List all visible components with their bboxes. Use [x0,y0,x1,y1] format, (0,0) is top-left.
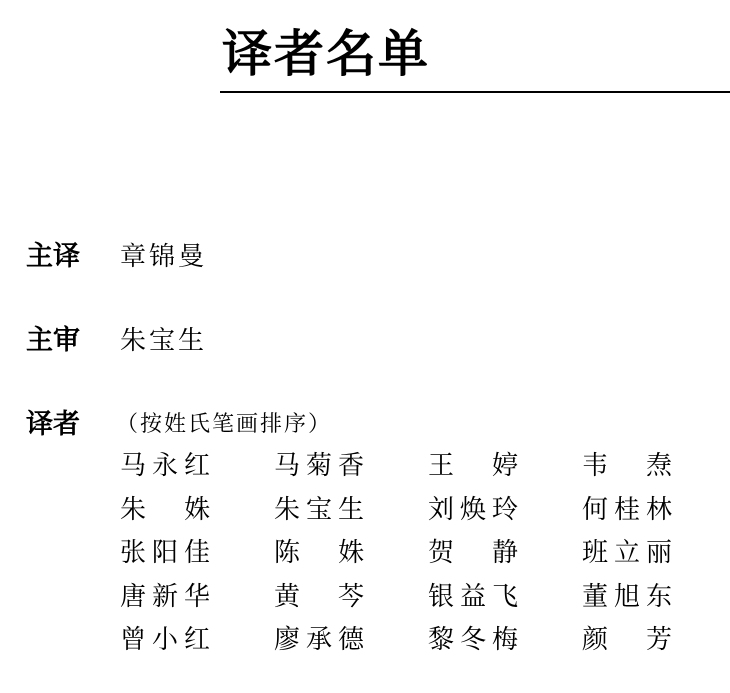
page-title: 译者名单 [222,25,430,83]
translator-name: 董 旭 东 [582,581,672,612]
translator-name: 王 婷 [428,451,518,481]
translator-name: 唐 新 华 [120,581,210,612]
translator-name: 银 益 飞 [428,581,518,612]
translator-name: 颜 芳 [582,625,672,655]
title-divider [220,91,730,93]
sort-order-note: （按姓氏笔画排序） [116,412,333,437]
chief-translator-label: 主译 [26,241,80,272]
chief-translator-name: 章锦曼 [120,242,208,272]
translator-name: 班 立 丽 [582,538,672,568]
chief-reviewer-name: 朱宝生 [120,326,208,356]
translator-name: 朱 姝 [120,494,210,525]
translator-name: 刘 焕 玲 [428,494,518,525]
translator-name: 黎 冬 梅 [428,625,518,655]
translator-name: 黄 芩 [274,581,364,612]
translator-name: 朱 宝 生 [274,494,364,525]
translator-name-list [120,450,692,668]
translator-name: 何 桂 林 [582,494,672,525]
translator-name: 马 永 红 [120,451,210,481]
translator-name: 贺 静 [428,538,518,568]
translator-name: 马 菊 香 [274,451,364,481]
translator-name: 韦 焘 [582,451,672,481]
chief-reviewer-label: 主审 [26,325,80,356]
translator-name: 曾 小 红 [120,625,210,655]
translator-name: 张 阳 佳 [120,538,210,568]
translator-name: 廖 承 德 [274,625,364,655]
translators-label: 译者 [26,409,80,440]
translator-name: 陈 姝 [274,538,364,568]
